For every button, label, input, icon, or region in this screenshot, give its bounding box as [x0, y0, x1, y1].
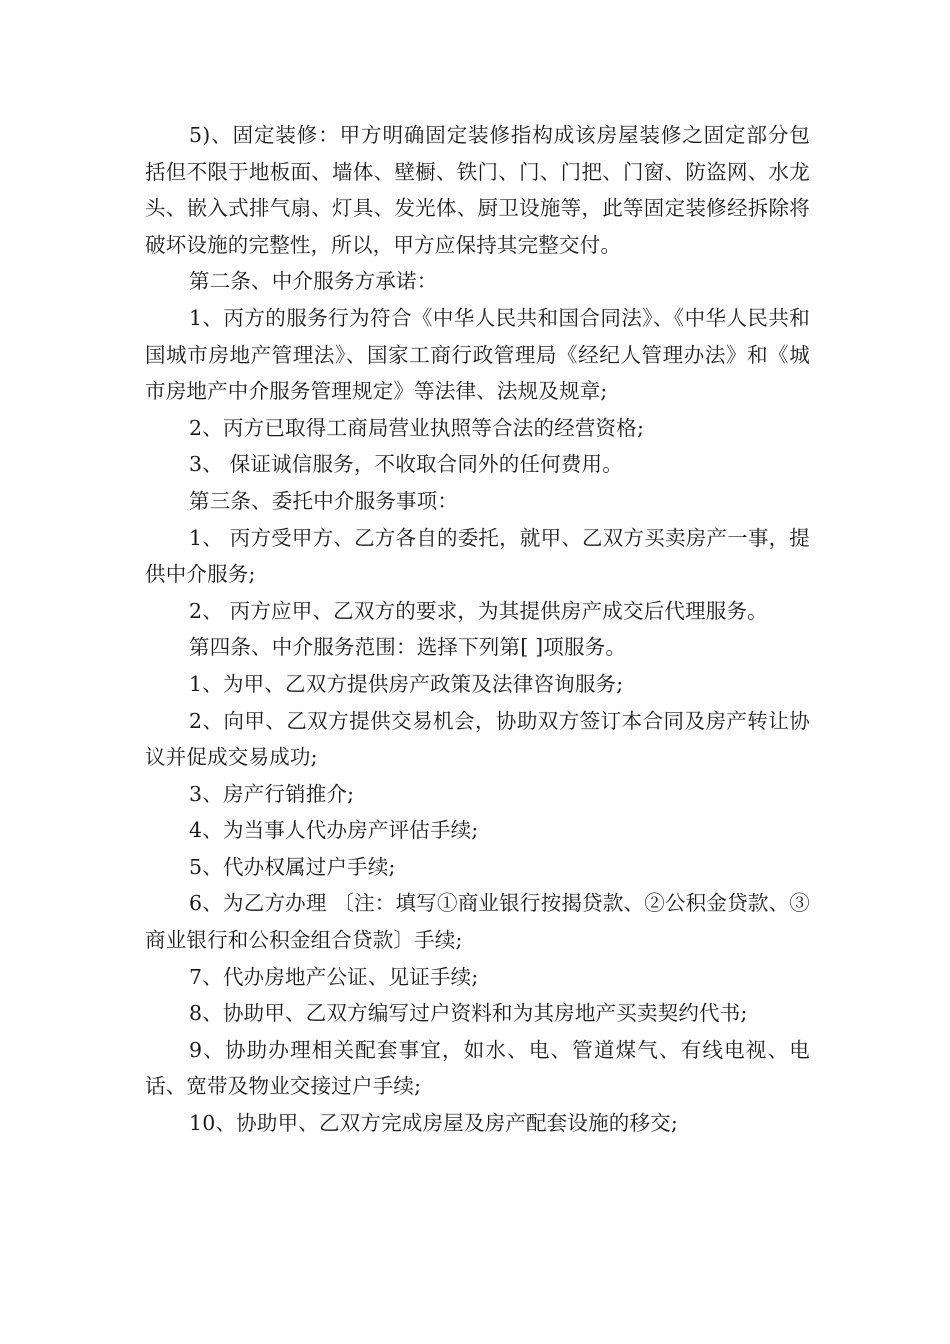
paragraph-article-4-item-8: 8、协助甲、乙双方编写过户资料和为其房地产买卖契约代书; — [189, 1001, 748, 1026]
heading-article-3: 第三条、委托中介服务事项： — [189, 488, 459, 513]
heading-article-4: 第四条、中介服务范围：选择下列第[ ]项服务。 — [189, 635, 627, 660]
paragraph-article-2-item-2: 2、丙方已取得工商局营业执照等合法的经营资格; — [189, 415, 645, 440]
paragraph-fixed-decoration: 5)、固定装修：甲方明确固定装修指构成该房屋装修之固定部分包括但不限于地板面、墙体、壁橱、铁门、门、门把、门窗、防盗网、水龙头、嵌入式排气扇、灯具、发光体、厨卫设施等，此等固定装修经拆除将破坏设施的完整性，所以，甲方应保持其完整交付。 — [145, 123, 810, 257]
paragraph-article-2-item-1: 1、丙方的服务行为符合《中华人民共和国合同法》、《中华人民共和国城市房地产管理法》、国家工商行政管理局《经纪人管理办法》和《城市房地产中介服务管理规定》等法律、法规及规章; — [145, 305, 810, 404]
paragraph-article-4-item-4: 4、为当事人代办房产评估手续; — [189, 818, 479, 843]
paragraph-article-4-item-1: 1、为甲、乙双方提供房产政策及法律咨询服务; — [189, 671, 624, 696]
heading-article-2: 第二条、中介服务方承诺： — [189, 269, 438, 294]
document-body — [145, 117, 810, 1142]
paragraph-article-4-item-2: 2、向甲、乙双方提供交易机会，协助双方签订本合同及房产转让协议并促成交易成功; — [145, 708, 810, 770]
paragraph-article-4-item-6: 6、为乙方办理 〔注：填写①商业银行按揭贷款、②公积金贷款、③商业银行和公积金组合贷款〕手续; — [145, 891, 810, 953]
paragraph-article-4-item-9: 9、协助办理相关配套事宜，如水、电、管道煤气、有线电视、电话、宽带及物业交接过户手续; — [145, 1037, 810, 1099]
paragraph-article-4-item-7: 7、代办房地产公证、见证手续; — [189, 964, 479, 989]
paragraph-article-3-item-1: 1、 丙方受甲方、乙方各自的委托，就甲、乙双方买卖房产一事，提供中介服务; — [145, 525, 810, 587]
paragraph-article-4-item-10: 10、协助甲、乙双方完成房屋及房产配套设施的移交; — [189, 1111, 678, 1136]
paragraph-article-4-item-5: 5、代办权属过户手续; — [189, 854, 396, 879]
paragraph-article-3-item-2: 2、 丙方应甲、乙双方的要求，为其提供房产成交后代理服务。 — [189, 598, 768, 623]
paragraph-article-2-item-3: 3、 保证诚信服务，不收取合同外的任何费用。 — [189, 452, 623, 477]
paragraph-article-4-item-3: 3、房产行销推介; — [189, 781, 355, 806]
